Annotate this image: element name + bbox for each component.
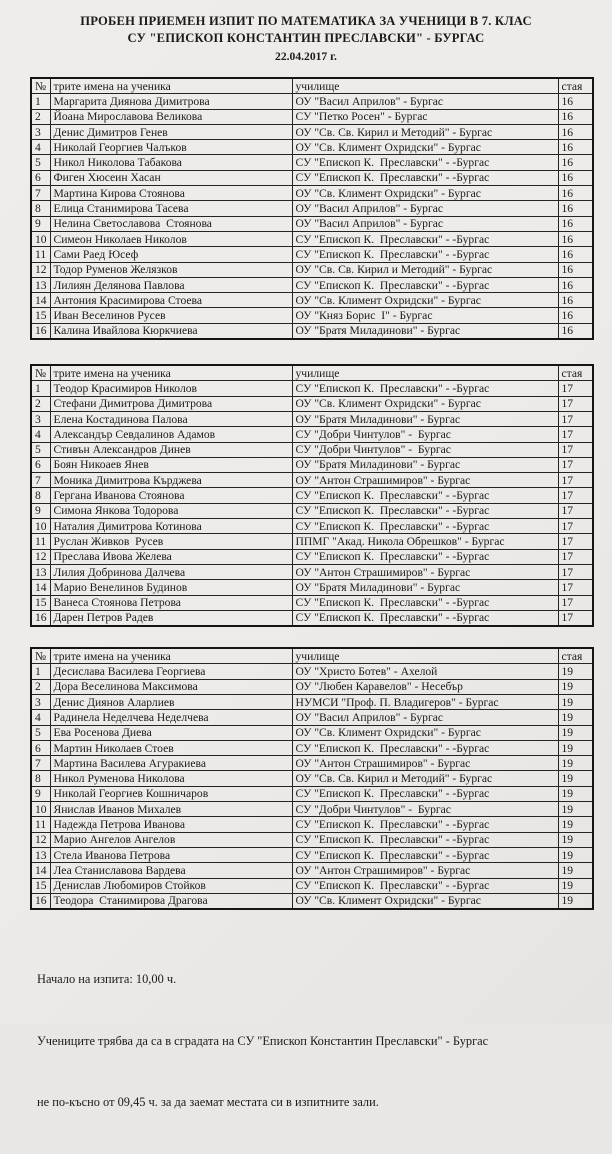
table-row [31, 231, 593, 246]
room-number-cell: 16 [558, 201, 593, 216]
table-row [31, 519, 593, 534]
table-row [31, 863, 593, 878]
exam-date: 22.04.2017 г. [275, 50, 337, 63]
column-header-room: стая [558, 648, 593, 664]
student-name-cell: Мартина Василева Агуракиева [50, 756, 292, 771]
room-number-cell: 19 [558, 832, 593, 847]
row-number-cell: 4 [31, 140, 50, 155]
table-row [31, 216, 593, 231]
row-number-cell: 7 [31, 473, 50, 488]
school-cell: ППМГ "Акад. Никола Обрешков" - Бургас [292, 534, 558, 549]
table-row [31, 277, 593, 292]
table-row [31, 442, 593, 457]
row-number-cell: 6 [31, 170, 50, 185]
row-number-cell: 2 [31, 679, 50, 694]
school-cell: СУ "Епископ К. Преславски" - -Бургас [292, 817, 558, 832]
row-number-cell: 14 [31, 863, 50, 878]
room-number-cell: 17 [558, 534, 593, 549]
room-number-cell: 17 [558, 595, 593, 610]
school-cell: ОУ "Братя Миладинови" - Бургас [292, 457, 558, 472]
room-number-cell: 17 [558, 580, 593, 595]
column-header-room: стая [558, 78, 593, 94]
row-number-cell: 5 [31, 155, 50, 170]
arrival-instruction-line1: Учениците трябва да са в сградата на СУ "Епископ Константин Преславски" - Бургас [37, 1033, 489, 1048]
school-cell: СУ "Епископ К. Преславски" - -Бургас [292, 878, 558, 893]
table-row [31, 771, 593, 786]
student-name-cell: Никол Руменова Николова [50, 771, 292, 786]
school-cell: ОУ "Васил Априлов" - Бургас [292, 710, 558, 725]
table-row [31, 457, 593, 472]
document-header [0, 0, 612, 64]
school-cell: ОУ "Княз Борис I" - Бургас [292, 308, 558, 323]
room-number-cell: 16 [558, 170, 593, 185]
column-header-number: № [31, 365, 50, 381]
room-number-cell: 19 [558, 679, 593, 694]
student-name-cell: Дарен Петров Радев [50, 610, 292, 626]
room-number-cell: 19 [558, 802, 593, 817]
table-row [31, 710, 593, 725]
school-cell: ОУ "Васил Априлов" - Бургас [292, 216, 558, 231]
room-number-cell: 17 [558, 427, 593, 442]
student-name-cell: Ванеса Стоянова Петрова [50, 595, 292, 610]
table-row [31, 679, 593, 694]
room-number-cell: 16 [558, 140, 593, 155]
school-cell: СУ "Епископ К. Преславски" - -Бургас [292, 740, 558, 755]
table-row [31, 664, 593, 679]
table-row [31, 109, 593, 124]
table-row [31, 247, 593, 262]
row-number-cell: 1 [31, 664, 50, 679]
student-name-cell: Радинела Неделчева Неделчева [50, 710, 292, 725]
room-number-cell: 17 [558, 442, 593, 457]
student-name-cell: Александър Севдалинов Адамов [50, 427, 292, 442]
table-row [31, 473, 593, 488]
table-row [31, 293, 593, 308]
table-row [31, 140, 593, 155]
row-number-cell: 14 [31, 293, 50, 308]
room-number-cell: 19 [558, 664, 593, 679]
column-header-number: № [31, 78, 50, 94]
row-number-cell: 2 [31, 109, 50, 124]
table-row [31, 201, 593, 216]
student-name-cell: Йоана Мирославова Великова [50, 109, 292, 124]
room-number-cell: 19 [558, 740, 593, 755]
room-number-cell: 19 [558, 756, 593, 771]
school-cell: СУ "Епископ К. Преславски" - -Бургас [292, 519, 558, 534]
school-cell: ОУ "Антон Страшимиров" - Бургас [292, 756, 558, 771]
table-row [31, 262, 593, 277]
school-cell: СУ "Епископ К. Преславски" - -Бургас [292, 595, 558, 610]
table-row [31, 610, 593, 626]
column-header-room: стая [558, 365, 593, 381]
row-number-cell: 3 [31, 411, 50, 426]
room-number-cell: 16 [558, 277, 593, 292]
room-number-cell: 19 [558, 893, 593, 909]
row-number-cell: 10 [31, 231, 50, 246]
table-header-row [31, 648, 593, 664]
column-header-school: училище [292, 78, 558, 94]
room-number-cell: 17 [558, 473, 593, 488]
exam-table-room-17 [30, 364, 594, 627]
student-name-cell: Фиген Хюсеин Хасан [50, 170, 292, 185]
student-name-cell: Лилиян Делянова Павлова [50, 277, 292, 292]
table-row [31, 503, 593, 518]
student-name-cell: Маргарита Диянова Димитрова [50, 94, 292, 109]
school-cell: СУ "Епископ К. Преславски" - -Бургас [292, 847, 558, 862]
student-name-cell: Симеон Николаев Николов [50, 231, 292, 246]
table-row [31, 381, 593, 396]
table-row [31, 427, 593, 442]
room-number-cell: 17 [558, 564, 593, 579]
table-row [31, 832, 593, 847]
student-name-cell: Теодора Станимирова Драгова [50, 893, 292, 909]
school-cell: СУ "Епископ К. Преславски" - -Бургас [292, 503, 558, 518]
table-row [31, 595, 593, 610]
table-row [31, 396, 593, 411]
exam-table-room-19 [30, 647, 594, 910]
student-name-cell: Нелина Светославова Стоянова [50, 216, 292, 231]
student-name-cell: Денис Диянов Аларлиев [50, 694, 292, 709]
school-cell: ОУ "Братя Миладинови" - Бургас [292, 323, 558, 339]
row-number-cell: 11 [31, 534, 50, 549]
table-row [31, 170, 593, 185]
room-number-cell: 17 [558, 396, 593, 411]
room-number-cell: 16 [558, 231, 593, 246]
room-number-cell: 19 [558, 710, 593, 725]
row-number-cell: 13 [31, 564, 50, 579]
row-number-cell: 10 [31, 519, 50, 534]
student-name-cell: Руслан Живков Русев [50, 534, 292, 549]
arrival-instruction-line2: не по-късно от 09,45 ч. за да заемат местата си в изпитните зали. [37, 1095, 379, 1110]
school-cell: СУ "Епископ К. Преславски" - -Бургас [292, 488, 558, 503]
school-cell: ОУ "Св. Св. Кирил и Методий" - Бургас [292, 262, 558, 277]
room-number-cell: 16 [558, 247, 593, 262]
column-header-student-name: трите имена на ученика [50, 365, 292, 381]
table-row [31, 725, 593, 740]
school-cell: ОУ "Св. Св. Кирил и Методий" - Бургас [292, 124, 558, 139]
school-cell: ОУ "Антон Страшимиров" - Бургас [292, 473, 558, 488]
table-row [31, 155, 593, 170]
table-row [31, 694, 593, 709]
row-number-cell: 7 [31, 186, 50, 201]
row-number-cell: 9 [31, 216, 50, 231]
row-number-cell: 10 [31, 802, 50, 817]
table-row [31, 786, 593, 801]
room-number-cell: 17 [558, 411, 593, 426]
student-name-cell: Моника Димитрова Кърджева [50, 473, 292, 488]
row-number-cell: 9 [31, 503, 50, 518]
table-row [31, 94, 593, 109]
table-row [31, 580, 593, 595]
student-name-cell: Стела Иванова Петрова [50, 847, 292, 862]
school-cell: ОУ "Св. Климент Охридски" - Бургас [292, 293, 558, 308]
table-row [31, 124, 593, 139]
school-cell: ОУ "Братя Миладинови" - Бургас [292, 411, 558, 426]
school-cell: СУ "Епископ К. Преславски" - -Бургас [292, 155, 558, 170]
student-name-cell: Янислав Иванов Михалев [50, 802, 292, 817]
student-name-cell: Калина Ивайлова Кюркчиева [50, 323, 292, 339]
room-number-cell: 19 [558, 725, 593, 740]
student-name-cell: Николай Георгиев Кошничаров [50, 786, 292, 801]
room-number-cell: 17 [558, 519, 593, 534]
table-row [31, 549, 593, 564]
room-number-cell: 16 [558, 323, 593, 339]
school-cell: СУ "Епископ К. Преславски" - -Бургас [292, 832, 558, 847]
table-row [31, 817, 593, 832]
student-name-cell: Сами Раед Юсеф [50, 247, 292, 262]
student-name-cell: Елена Костадинова Палова [50, 411, 292, 426]
room-number-cell: 17 [558, 549, 593, 564]
school-cell: СУ "Добри Чинтулов" - Бургас [292, 442, 558, 457]
school-cell: СУ "Епископ К. Преславски" - -Бургас [292, 381, 558, 396]
page-title-line1: ПРОБЕН ПРИЕМЕН ИЗПИТ ПО МАТЕМАТИКА ЗА УЧЕНИЦИ В 7. КЛАС [80, 14, 532, 28]
table-header-row [31, 78, 593, 94]
table-row [31, 847, 593, 862]
school-cell: СУ "Епископ К. Преславски" - -Бургас [292, 786, 558, 801]
document-footer [37, 928, 612, 1154]
room-number-cell: 17 [558, 503, 593, 518]
school-cell: СУ "Добри Чинтулов" - Бургас [292, 427, 558, 442]
school-cell: ОУ "Васил Априлов" - Бургас [292, 201, 558, 216]
table-row [31, 411, 593, 426]
student-name-cell: Боян Никоаев Янев [50, 457, 292, 472]
student-name-cell: Леа Станиславова Вардева [50, 863, 292, 878]
table-row [31, 802, 593, 817]
room-number-cell: 16 [558, 155, 593, 170]
student-name-cell: Марио Венелинов Будинов [50, 580, 292, 595]
room-number-cell: 19 [558, 878, 593, 893]
student-name-cell: Преслава Ивова Желева [50, 549, 292, 564]
table-row [31, 893, 593, 909]
room-number-cell: 17 [558, 381, 593, 396]
column-header-student-name: трите имена на ученика [50, 648, 292, 664]
table-row [31, 186, 593, 201]
school-cell: ОУ "Братя Миладинови" - Бургас [292, 580, 558, 595]
row-number-cell: 13 [31, 277, 50, 292]
school-cell: ОУ "Св. Климент Охридски" - Бургас [292, 725, 558, 740]
room-number-cell: 19 [558, 694, 593, 709]
table-row [31, 564, 593, 579]
exam-start-time-note: Начало на изпита: 10,00 ч. [37, 972, 177, 987]
school-cell: СУ "Петко Росен" - Бургас [292, 109, 558, 124]
row-number-cell: 5 [31, 725, 50, 740]
student-name-cell: Антония Красимирова Стоева [50, 293, 292, 308]
room-number-cell: 16 [558, 308, 593, 323]
table-row [31, 488, 593, 503]
row-number-cell: 15 [31, 308, 50, 323]
school-cell: ОУ "Любен Каравелов" - Несебър [292, 679, 558, 694]
room-number-cell: 19 [558, 771, 593, 786]
room-number-cell: 16 [558, 94, 593, 109]
room-number-cell: 16 [558, 216, 593, 231]
room-number-cell: 16 [558, 109, 593, 124]
row-number-cell: 4 [31, 427, 50, 442]
row-number-cell: 8 [31, 201, 50, 216]
row-number-cell: 16 [31, 323, 50, 339]
school-cell: ОУ "Св. Св. Кирил и Методий" - Бургас [292, 771, 558, 786]
student-name-cell: Стефани Димитрова Димитрова [50, 396, 292, 411]
student-name-cell: Стивън Александров Динев [50, 442, 292, 457]
school-cell: ОУ "Св. Климент Охридски" - Бургас [292, 186, 558, 201]
student-name-cell: Мартина Кирова Стоянова [50, 186, 292, 201]
table-row [31, 323, 593, 339]
table-row [31, 878, 593, 893]
row-number-cell: 1 [31, 94, 50, 109]
school-cell: СУ "Епископ К. Преславски" - -Бургас [292, 549, 558, 564]
room-number-cell: 17 [558, 488, 593, 503]
student-name-cell: Симона Янкова Тодорова [50, 503, 292, 518]
student-name-cell: Гергана Иванова Стоянова [50, 488, 292, 503]
row-number-cell: 4 [31, 710, 50, 725]
school-cell: ОУ "Христо Ботев" - Ахелой [292, 664, 558, 679]
school-cell: СУ "Епископ К. Преславски" - -Бургас [292, 231, 558, 246]
student-name-cell: Теодор Красимиров Николов [50, 381, 292, 396]
school-cell: НУМСИ "Проф. П. Владигеров" - Бургас [292, 694, 558, 709]
row-number-cell: 7 [31, 756, 50, 771]
school-cell: СУ "Добри Чинтулов" - Бургас [292, 802, 558, 817]
room-number-cell: 19 [558, 786, 593, 801]
row-number-cell: 11 [31, 247, 50, 262]
student-name-cell: Иван Веселинов Русев [50, 308, 292, 323]
room-number-cell: 16 [558, 262, 593, 277]
school-cell: СУ "Епископ К. Преславски" - -Бургас [292, 610, 558, 626]
student-name-cell: Денис Димитров Генев [50, 124, 292, 139]
student-name-cell: Денислав Любомиров Стойков [50, 878, 292, 893]
school-cell: ОУ "Св. Климент Охридски" - Бургас [292, 893, 558, 909]
table-row [31, 740, 593, 755]
room-number-cell: 17 [558, 610, 593, 626]
table-row [31, 308, 593, 323]
row-number-cell: 6 [31, 457, 50, 472]
school-cell: ОУ "Св. Климент Охридски" - Бургас [292, 140, 558, 155]
room-number-cell: 16 [558, 293, 593, 308]
row-number-cell: 16 [31, 893, 50, 909]
student-name-cell: Десислава Василева Георгиева [50, 664, 292, 679]
row-number-cell: 6 [31, 740, 50, 755]
student-name-cell: Никол Николова Табакова [50, 155, 292, 170]
row-number-cell: 14 [31, 580, 50, 595]
row-number-cell: 15 [31, 595, 50, 610]
column-header-student-name: трите имена на ученика [50, 78, 292, 94]
student-name-cell: Лилия Добринова Далчева [50, 564, 292, 579]
room-number-cell: 19 [558, 847, 593, 862]
student-name-cell: Наталия Димитрова Котинова [50, 519, 292, 534]
table-row [31, 756, 593, 771]
school-cell: ОУ "Антон Страшимиров" - Бургас [292, 564, 558, 579]
column-header-school: училище [292, 365, 558, 381]
row-number-cell: 12 [31, 549, 50, 564]
school-cell: ОУ "Св. Климент Охридски" - Бургас [292, 396, 558, 411]
row-number-cell: 9 [31, 786, 50, 801]
room-number-cell: 19 [558, 863, 593, 878]
room-number-cell: 17 [558, 457, 593, 472]
student-name-cell: Николай Георгиев Чалъков [50, 140, 292, 155]
student-name-cell: Надежда Петрова Иванова [50, 817, 292, 832]
row-number-cell: 3 [31, 124, 50, 139]
row-number-cell: 8 [31, 488, 50, 503]
row-number-cell: 2 [31, 396, 50, 411]
column-header-school: училище [292, 648, 558, 664]
room-number-cell: 19 [558, 817, 593, 832]
row-number-cell: 3 [31, 694, 50, 709]
school-cell: СУ "Епископ К. Преславски" - -Бургас [292, 170, 558, 185]
page-title-line2: СУ "ЕПИСКОП КОНСТАНТИН ПРЕСЛАВСКИ" - БУРГАС [127, 31, 485, 45]
row-number-cell: 16 [31, 610, 50, 626]
column-header-number: № [31, 648, 50, 664]
row-number-cell: 15 [31, 878, 50, 893]
row-number-cell: 5 [31, 442, 50, 457]
student-name-cell: Мартин Николаев Стоев [50, 740, 292, 755]
exam-table-room-16 [30, 77, 594, 340]
room-number-cell: 16 [558, 186, 593, 201]
school-cell: ОУ "Васил Априлов" - Бургас [292, 94, 558, 109]
table-header-row [31, 365, 593, 381]
row-number-cell: 13 [31, 847, 50, 862]
school-cell: СУ "Епископ К. Преславски" - -Бургас [292, 247, 558, 262]
row-number-cell: 12 [31, 262, 50, 277]
table-row [31, 534, 593, 549]
school-cell: ОУ "Антон Страшимиров" - Бургас [292, 863, 558, 878]
row-number-cell: 12 [31, 832, 50, 847]
student-name-cell: Марио Ангелов Ангелов [50, 832, 292, 847]
school-cell: СУ "Епископ К. Преславски" - -Бургас [292, 277, 558, 292]
student-name-cell: Тодор Руменов Желязков [50, 262, 292, 277]
student-name-cell: Ева Росенова Диева [50, 725, 292, 740]
room-number-cell: 16 [558, 124, 593, 139]
row-number-cell: 11 [31, 817, 50, 832]
student-name-cell: Елица Станимирова Тасева [50, 201, 292, 216]
row-number-cell: 8 [31, 771, 50, 786]
student-name-cell: Дора Веселинова Максимова [50, 679, 292, 694]
row-number-cell: 1 [31, 381, 50, 396]
